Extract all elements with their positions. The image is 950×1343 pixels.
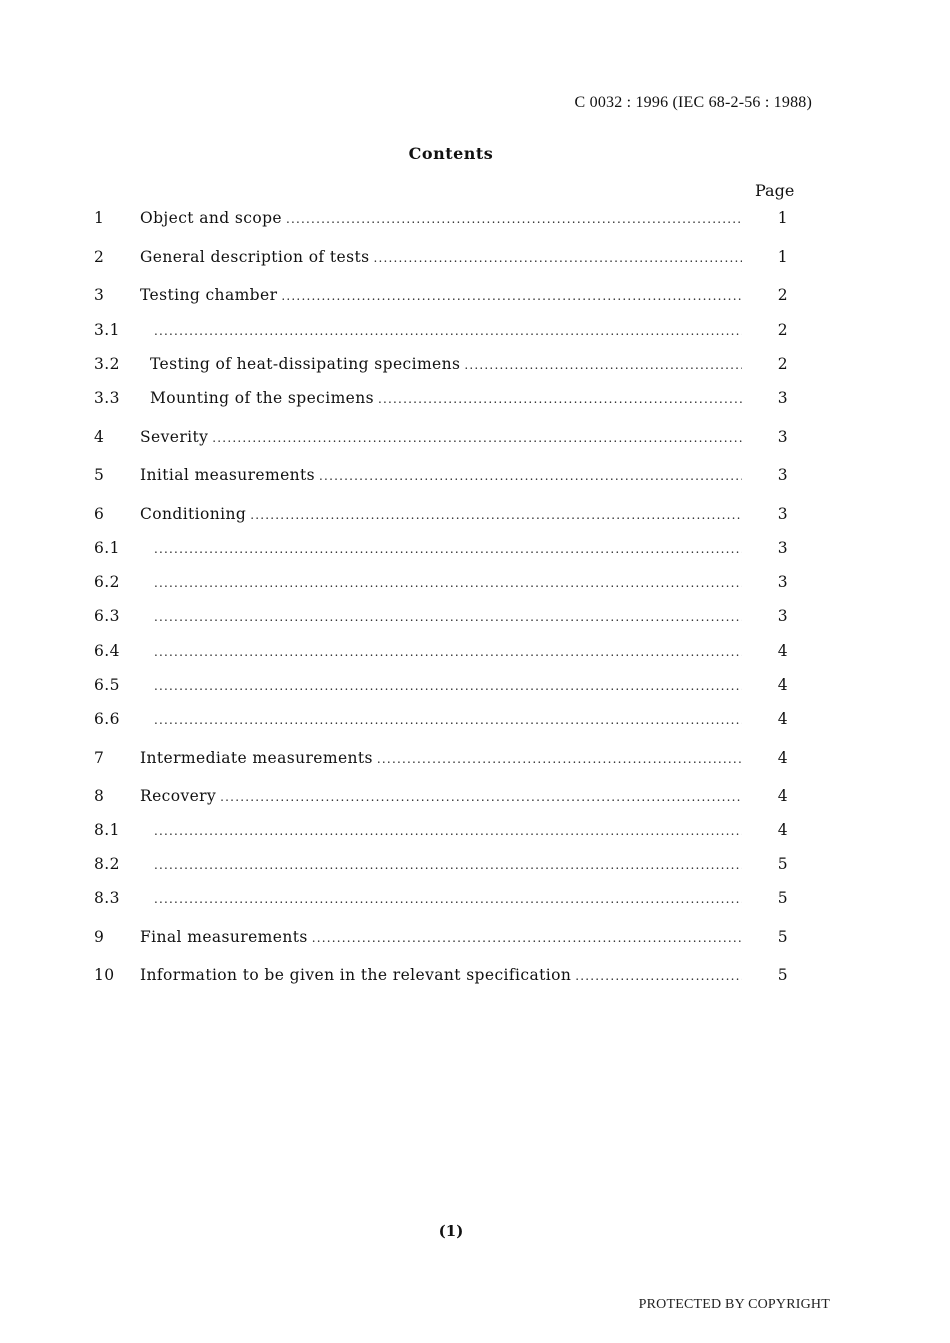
toc-page-number: 4 (777, 821, 788, 839)
toc-row (94, 855, 796, 879)
toc-number: 6 (94, 505, 105, 523)
toc-number: 3 (94, 286, 105, 304)
toc-row (94, 749, 796, 773)
toc-page-number: 4 (777, 642, 788, 660)
toc-row (94, 642, 796, 666)
toc-page-number: 4 (777, 749, 788, 767)
toc-row (94, 607, 796, 631)
toc-page-number: 3 (777, 505, 788, 523)
toc-label: Intermediate measurements (140, 749, 373, 767)
toc-leader-dots (212, 431, 742, 445)
toc-leader-dots (154, 679, 742, 693)
toc-row (94, 966, 796, 990)
toc-label: Initial measurements (140, 466, 316, 484)
toc-leader-dots (464, 358, 742, 372)
toc-page-number: 4 (777, 710, 788, 728)
toc-page-number: 2 (777, 286, 788, 304)
toc-label: Severity (140, 428, 209, 446)
toc-number: 3.2 (94, 355, 120, 373)
toc-number: 3.3 (94, 389, 120, 407)
toc-leader-dots (281, 289, 742, 303)
toc-page-number: 4 (777, 676, 788, 694)
toc-row (94, 505, 796, 529)
toc-row (94, 286, 796, 310)
toc-page-number: 5 (777, 855, 788, 873)
toc-leader-dots (220, 790, 742, 804)
toc-row (94, 573, 796, 597)
toc-leader-dots (154, 576, 742, 590)
toc-row (94, 389, 796, 413)
toc-page-number: 3 (777, 539, 788, 557)
toc-label: Recovery (140, 787, 217, 805)
toc-number: 2 (94, 248, 105, 266)
toc-number: 8.2 (94, 855, 120, 873)
toc-number: 7 (94, 749, 105, 767)
toc-page-number: 5 (777, 966, 788, 984)
toc-page-number: 1 (777, 248, 788, 266)
toc-row (94, 821, 796, 845)
toc-leader-dots (154, 858, 742, 872)
toc-label: Testing of heat-dissipating specimens (150, 355, 461, 373)
toc-row (94, 676, 796, 700)
toc-number: 6.3 (94, 607, 120, 625)
toc-row (94, 539, 796, 563)
toc-page-number: 2 (777, 321, 788, 339)
document-reference: C 0032 : 1996 (IEC 68-2-56 : 1988) (574, 94, 812, 111)
toc-label: Mounting of the specimens (150, 389, 374, 407)
toc-leader-dots (312, 931, 742, 945)
toc-leader-dots (319, 469, 742, 483)
toc-row (94, 355, 796, 379)
toc-leader-dots (286, 212, 742, 226)
toc-number: 1 (94, 209, 105, 227)
toc-number: 8.1 (94, 821, 120, 839)
toc-leader-dots (378, 392, 742, 406)
toc-row (94, 428, 796, 452)
toc-label: Testing chamber (140, 286, 278, 304)
toc-leader-dots (154, 713, 742, 727)
toc-number: 6.4 (94, 642, 120, 660)
toc-page-number: 5 (777, 889, 788, 907)
toc-number: 8 (94, 787, 105, 805)
toc-row (94, 889, 796, 913)
toc-page-number: 3 (777, 573, 788, 591)
toc-label: Object and scope (140, 209, 282, 227)
toc-row (94, 248, 796, 272)
toc-page-number: 5 (777, 928, 788, 946)
copyright-notice: PROTECTED BY COPYRIGHT (638, 1297, 830, 1312)
toc-number: 4 (94, 428, 105, 446)
toc-row (94, 466, 796, 490)
toc-page-number: 3 (777, 389, 788, 407)
toc-number: 6.1 (94, 539, 120, 557)
toc-number: 6.6 (94, 710, 120, 728)
toc-number: 8.3 (94, 889, 120, 907)
toc-label: Information to be given in the relevant specification (140, 966, 572, 984)
toc-leader-dots (575, 969, 742, 983)
toc-leader-dots (154, 324, 742, 338)
toc-row (94, 787, 796, 811)
toc-leader-dots (154, 824, 742, 838)
page-folio: (1) (438, 1222, 464, 1240)
toc-label: Conditioning (140, 505, 247, 523)
toc-leader-dots (250, 508, 742, 522)
toc-label: Final measurements (140, 928, 308, 946)
page-title: Contents (408, 144, 494, 163)
toc-row (94, 209, 796, 233)
toc-leader-dots (377, 752, 742, 766)
page-column-heading: Page (755, 181, 795, 200)
toc-page-number: 4 (777, 787, 788, 805)
toc-number: 3.1 (94, 321, 120, 339)
toc-row (94, 710, 796, 734)
toc-number: 6.2 (94, 573, 120, 591)
toc-number: 6.5 (94, 676, 120, 694)
toc-page-number: 3 (777, 428, 788, 446)
toc-number: 9 (94, 928, 105, 946)
toc-row (94, 321, 796, 345)
toc-label: General description of tests (140, 248, 370, 266)
toc-number: 10 (94, 966, 115, 984)
toc-leader-dots (154, 542, 742, 556)
toc-number: 5 (94, 466, 105, 484)
toc-leader-dots (154, 610, 742, 624)
toc-leader-dots (154, 892, 742, 906)
toc-row (94, 928, 796, 952)
toc-leader-dots (154, 645, 742, 659)
toc-page-number: 3 (777, 607, 788, 625)
toc-page-number: 3 (777, 466, 788, 484)
toc-leader-dots (373, 251, 742, 265)
toc-page-number: 1 (777, 209, 788, 227)
toc-page-number: 2 (777, 355, 788, 373)
